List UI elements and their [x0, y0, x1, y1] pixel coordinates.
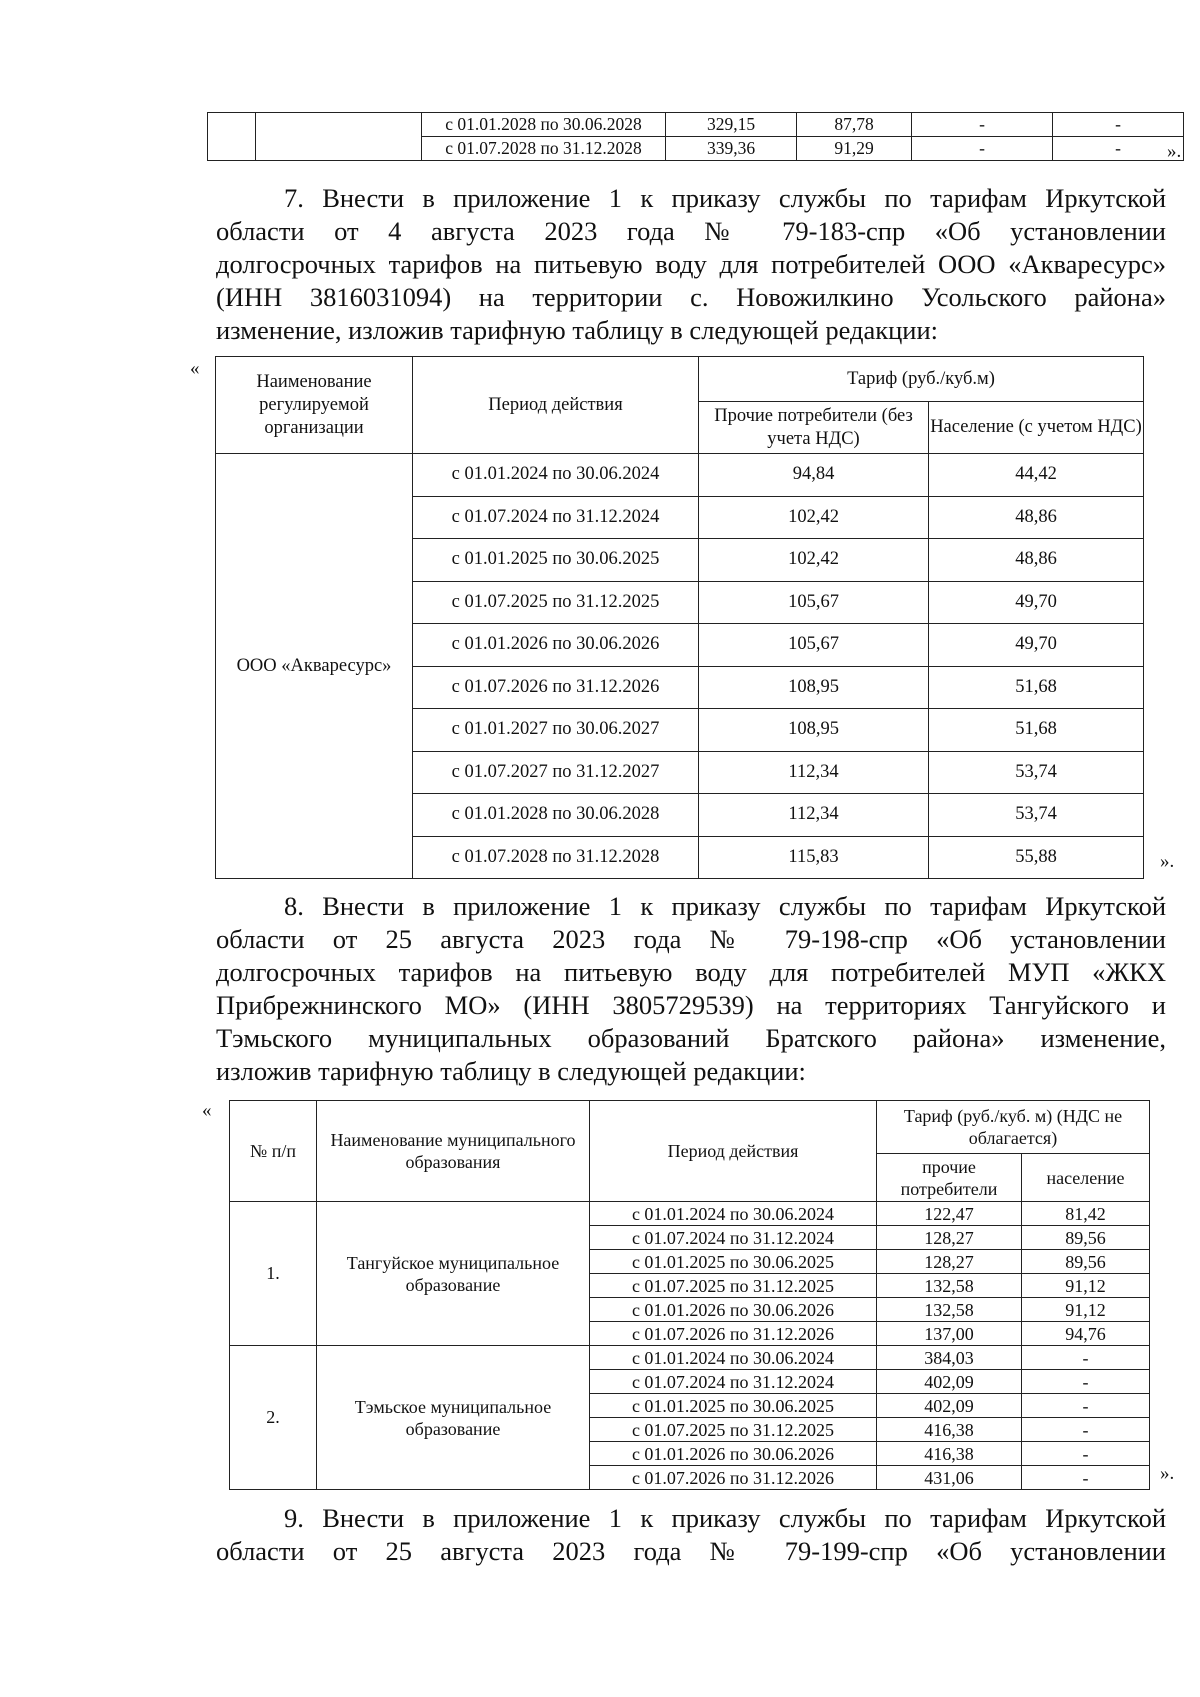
period-cell: с 01.07.2026 по 31.12.2026 — [590, 1466, 877, 1490]
population-cell: - — [1022, 1370, 1150, 1394]
tariff-table-akvaresurs — [215, 356, 1144, 879]
text-line: области от 4 августа 2023 года № 79-183-спр «Об установлении — [216, 216, 1166, 246]
other-cell: 105,67 — [699, 581, 929, 624]
population-cell: 48,86 — [929, 496, 1144, 539]
value-cell: - — [912, 137, 1053, 161]
period-cell: с 01.07.2025 по 31.12.2025 — [590, 1274, 877, 1298]
period-cell: с 01.07.2028 по 31.12.2028 — [422, 137, 666, 161]
other-cell: 102,42 — [699, 496, 929, 539]
population-cell: 44,42 — [929, 454, 1144, 497]
table-row — [208, 113, 1184, 137]
population-cell: 53,74 — [929, 751, 1144, 794]
header-tariff: Тариф (руб./куб. м) (НДС не облагается) — [877, 1101, 1150, 1154]
text-line: 7. Внести в приложение 1 к приказу службы по тарифам Иркутской — [284, 183, 1166, 213]
population-cell: - — [1022, 1346, 1150, 1370]
other-cell: 112,34 — [699, 751, 929, 794]
period-cell: с 01.07.2028 по 31.12.2028 — [413, 836, 699, 879]
other-cell: 102,42 — [699, 539, 929, 582]
other-cell: 431,06 — [877, 1466, 1022, 1490]
num-cell: 1. — [230, 1202, 317, 1346]
other-cell: 128,27 — [877, 1250, 1022, 1274]
period-cell: с 01.07.2024 по 31.12.2024 — [590, 1370, 877, 1394]
header-other: Прочие потребители (без учета НДС) — [699, 402, 929, 454]
header-period: Период действия — [590, 1101, 877, 1202]
population-cell: 55,88 — [929, 836, 1144, 879]
mun-name-cell: Тангуйское муниципальное образование — [317, 1202, 590, 1346]
header-population: Население (с учетом НДС) — [929, 402, 1144, 454]
header-other: прочие потребители — [877, 1154, 1022, 1202]
org-name-cell: ООО «Акваресурс» — [216, 454, 413, 879]
other-cell: 132,58 — [877, 1274, 1022, 1298]
period-cell: с 01.07.2027 по 31.12.2027 — [413, 751, 699, 794]
table-cell — [256, 113, 422, 161]
population-cell: - — [1022, 1466, 1150, 1490]
text-line: (ИНН 3816031094) на территории с. Новожилкино Усольского района» — [216, 282, 1166, 312]
paragraph-8 — [216, 890, 1166, 1088]
other-cell: 416,38 — [877, 1442, 1022, 1466]
header-num: № п/п — [230, 1101, 317, 1202]
header-row — [216, 357, 1144, 402]
other-cell: 112,34 — [699, 794, 929, 837]
opening-quote: « — [202, 1100, 212, 1121]
period-cell: с 01.01.2025 по 30.06.2025 — [590, 1250, 877, 1274]
population-cell: - — [1022, 1418, 1150, 1442]
closing-quote: ». — [1160, 1463, 1175, 1484]
text-line: 9. Внести в приложение 1 к приказу службы по тарифам Иркутской — [284, 1503, 1166, 1533]
value-cell: 87,78 — [797, 113, 912, 137]
previous-tariff-table-tail — [207, 112, 1184, 161]
value-cell: 91,29 — [797, 137, 912, 161]
text-line: долгосрочных тарифов на питьевую воду для потребителей МУП «ЖКХ — [216, 957, 1166, 987]
other-cell: 108,95 — [699, 709, 929, 752]
value-cell: 329,15 — [666, 113, 797, 137]
other-cell: 94,84 — [699, 454, 929, 497]
text-line: изменение, изложив тарифную таблицу в следующей редакции: — [216, 315, 939, 345]
paragraph-7 — [216, 182, 1166, 347]
period-cell: с 01.07.2025 по 31.12.2025 — [413, 581, 699, 624]
period-cell: с 01.01.2027 по 30.06.2027 — [413, 709, 699, 752]
period-cell: с 01.01.2026 по 30.06.2026 — [590, 1298, 877, 1322]
other-cell: 137,00 — [877, 1322, 1022, 1346]
other-cell: 384,03 — [877, 1346, 1022, 1370]
table-row — [230, 1346, 1150, 1370]
population-cell: 51,68 — [929, 666, 1144, 709]
period-cell: с 01.07.2024 по 31.12.2024 — [590, 1226, 877, 1250]
other-cell: 122,47 — [877, 1202, 1022, 1226]
table-row — [230, 1202, 1150, 1226]
population-cell: 89,56 — [1022, 1226, 1150, 1250]
text-line: области от 25 августа 2023 года № 79-199-спр «Об установлении — [216, 1536, 1166, 1566]
population-cell: 48,86 — [929, 539, 1144, 582]
closing-quote: ». — [1167, 141, 1182, 162]
population-cell: 91,12 — [1022, 1274, 1150, 1298]
other-cell: 115,83 — [699, 836, 929, 879]
population-cell: 89,56 — [1022, 1250, 1150, 1274]
population-cell: 49,70 — [929, 581, 1144, 624]
period-cell: с 01.07.2025 по 31.12.2025 — [590, 1418, 877, 1442]
period-cell: с 01.01.2028 по 30.06.2028 — [422, 113, 666, 137]
opening-quote: « — [190, 358, 200, 379]
other-cell: 416,38 — [877, 1418, 1022, 1442]
header-row — [230, 1101, 1150, 1154]
other-cell: 402,09 — [877, 1394, 1022, 1418]
period-cell: с 01.07.2026 по 31.12.2026 — [413, 666, 699, 709]
period-cell: с 01.01.2028 по 30.06.2028 — [413, 794, 699, 837]
text-line: Прибрежнинского МО» (ИНН 3805729539) на территориях Тангуйского и — [216, 990, 1166, 1020]
value-cell: - — [1053, 113, 1184, 137]
table-row — [216, 454, 1144, 497]
other-cell: 108,95 — [699, 666, 929, 709]
period-cell: с 01.01.2026 по 30.06.2026 — [413, 624, 699, 667]
other-cell: 128,27 — [877, 1226, 1022, 1250]
period-cell: с 01.01.2025 по 30.06.2025 — [413, 539, 699, 582]
period-cell: с 01.01.2026 по 30.06.2026 — [590, 1442, 877, 1466]
header-org: Наименование регулируемой организации — [216, 357, 413, 454]
population-cell: 53,74 — [929, 794, 1144, 837]
period-cell: с 01.07.2024 по 31.12.2024 — [413, 496, 699, 539]
header-period: Период действия — [413, 357, 699, 454]
header-mun: Наименование муниципального образования — [317, 1101, 590, 1202]
header-tariff: Тариф (руб./куб.м) — [699, 357, 1144, 402]
population-cell: - — [1022, 1394, 1150, 1418]
population-cell: 51,68 — [929, 709, 1144, 752]
period-cell: с 01.01.2024 по 30.06.2024 — [590, 1202, 877, 1226]
population-cell: 81,42 — [1022, 1202, 1150, 1226]
value-cell: - — [912, 113, 1053, 137]
period-cell: с 01.01.2024 по 30.06.2024 — [413, 454, 699, 497]
text-line: Тэмьского муниципальных образований Братского района» изменение, — [216, 1023, 1166, 1053]
mun-name-cell: Тэмьское муниципальное образование — [317, 1346, 590, 1490]
value-cell: 339,36 — [666, 137, 797, 161]
period-cell: с 01.07.2026 по 31.12.2026 — [590, 1322, 877, 1346]
text-line: 8. Внести в приложение 1 к приказу службы по тарифам Иркутской — [284, 891, 1166, 921]
population-cell: 49,70 — [929, 624, 1144, 667]
other-cell: 132,58 — [877, 1298, 1022, 1322]
table-cell — [208, 113, 256, 161]
value-cell: - — [1053, 137, 1184, 161]
population-cell: 94,76 — [1022, 1322, 1150, 1346]
text-line: долгосрочных тарифов на питьевую воду для потребителей ООО «Акваресурс» — [216, 249, 1166, 279]
text-line: изложив тарифную таблицу в следующей редакции: — [216, 1056, 806, 1086]
num-cell: 2. — [230, 1346, 317, 1490]
population-cell: - — [1022, 1442, 1150, 1466]
population-cell: 91,12 — [1022, 1298, 1150, 1322]
tariff-table-zhkh — [229, 1100, 1150, 1490]
paragraph-9 — [216, 1502, 1166, 1568]
period-cell: с 01.01.2024 по 30.06.2024 — [590, 1346, 877, 1370]
closing-quote: ». — [1160, 851, 1175, 872]
other-cell: 402,09 — [877, 1370, 1022, 1394]
header-population: население — [1022, 1154, 1150, 1202]
text-line: области от 25 августа 2023 года № 79-198-спр «Об установлении — [216, 924, 1166, 954]
other-cell: 105,67 — [699, 624, 929, 667]
period-cell: с 01.01.2025 по 30.06.2025 — [590, 1394, 877, 1418]
